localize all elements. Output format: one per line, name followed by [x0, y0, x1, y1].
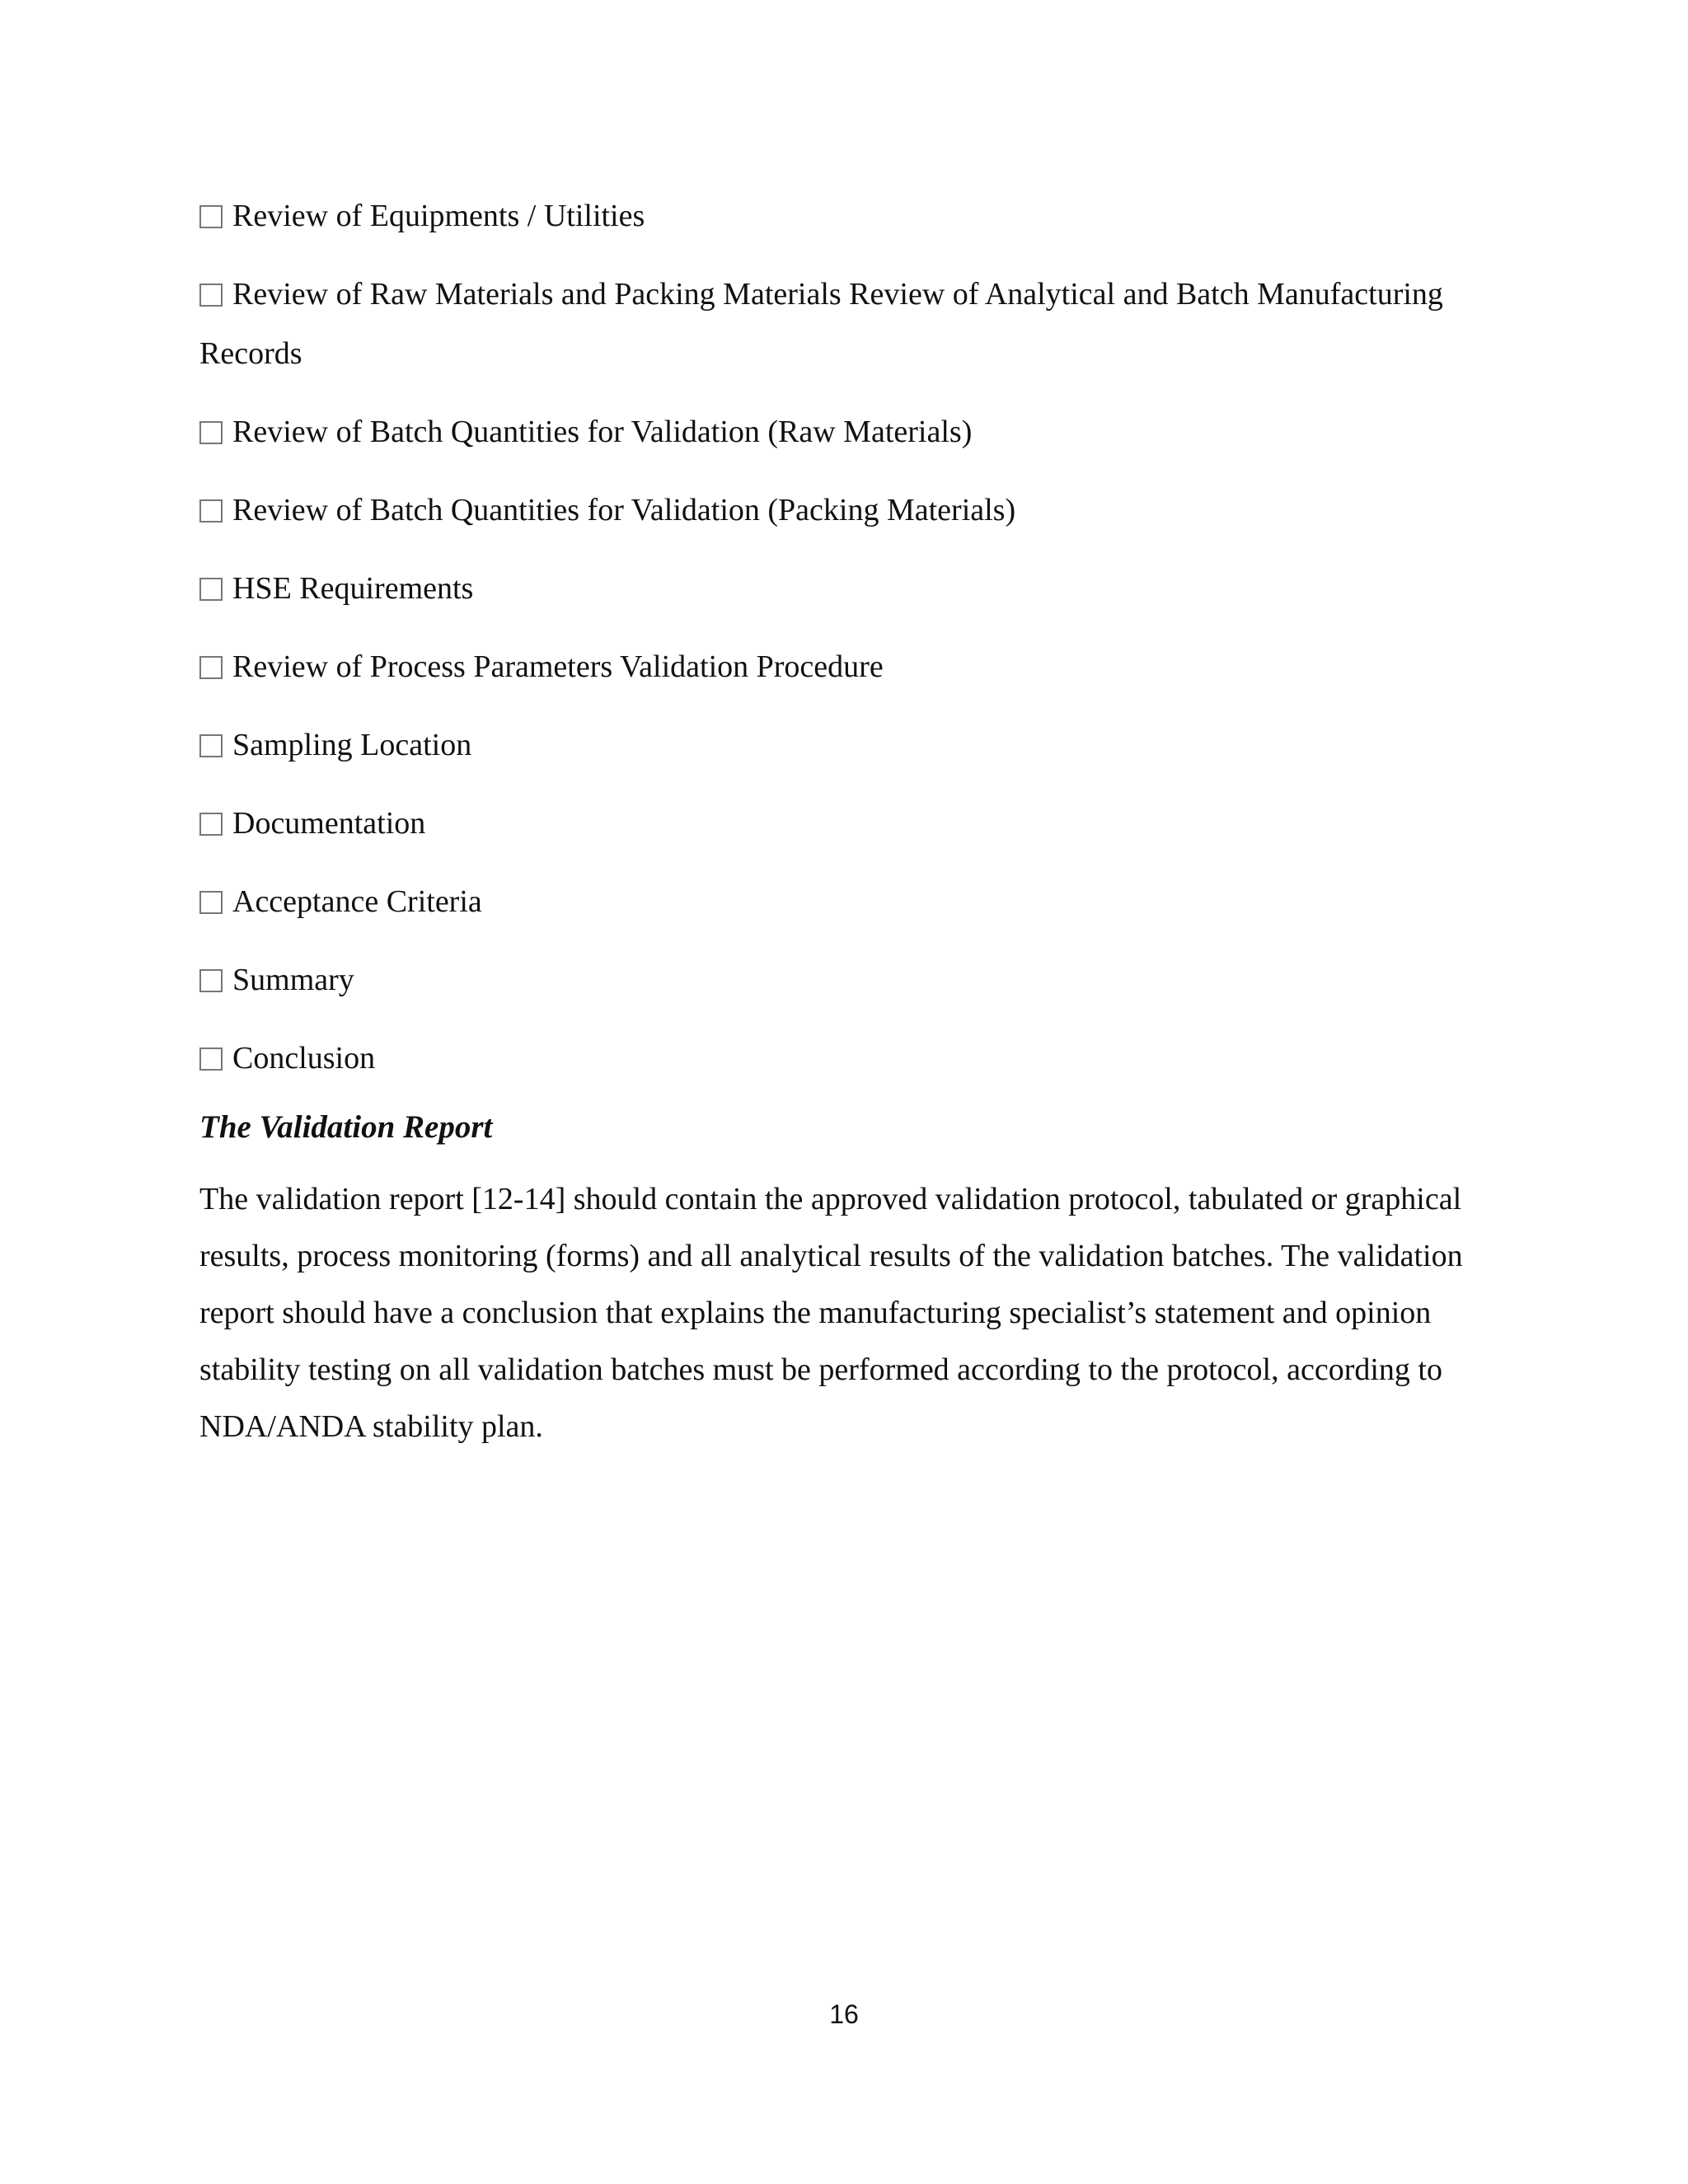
checkbox-placeholder-icon — [199, 813, 223, 836]
checklist — [199, 186, 1485, 1088]
checkbox-placeholder-icon — [199, 734, 223, 757]
list-item-text: Review of Equipments / Utilities — [232, 199, 645, 233]
list-item — [199, 402, 1485, 462]
checkbox-placeholder-icon — [199, 1047, 223, 1071]
list-item-text: Conclusion — [232, 1041, 376, 1076]
checkbox-placeholder-icon — [199, 284, 223, 307]
list-item-text: Sampling Location — [232, 728, 472, 762]
list-item-text: Summary — [232, 963, 354, 997]
checkbox-placeholder-icon — [199, 656, 223, 679]
checkbox-placeholder-icon — [199, 205, 223, 228]
page-number: 16 — [829, 1999, 859, 2029]
list-item-text: Review of Process Parameters Validation Procedure — [232, 649, 884, 684]
checkbox-placeholder-icon — [199, 578, 223, 601]
list-item — [199, 637, 1485, 696]
list-item-text: Review of Batch Quantities for Validation (Packing Materials) — [232, 493, 1016, 527]
list-item — [199, 186, 1485, 246]
section-paragraph: The validation report [12-14] should contain the approved validation protocol, tabulated or graphical results, process monitoring (forms) and all analytical results of the validation batches. The validation report should have a conclusion that explains the manufacturing specialist’s statement and opinion stability testing on all validation batches must be performed according to the protocol, according to NDA/ANDA stability plan. — [199, 1182, 1463, 1444]
checkbox-placeholder-icon — [199, 421, 223, 444]
checkbox-placeholder-icon — [199, 499, 223, 523]
list-item — [199, 794, 1485, 853]
section-heading: The Validation Report — [199, 1109, 493, 1145]
list-item-text: Review of Batch Quantities for Validation (Raw Materials) — [232, 415, 973, 449]
list-item — [199, 265, 1485, 383]
checkbox-placeholder-icon — [199, 891, 223, 914]
list-item-text: Review of Raw Materials and Packing Materials Review of Analytical and Batch Manufacturing Records — [199, 277, 1443, 371]
checkbox-placeholder-icon — [199, 969, 223, 992]
list-item — [199, 480, 1485, 540]
list-item — [199, 559, 1485, 618]
list-item — [199, 715, 1485, 775]
list-item — [199, 1029, 1485, 1088]
list-item — [199, 950, 1485, 1010]
list-item-text: Acceptance Criteria — [232, 884, 482, 919]
list-item — [199, 872, 1485, 931]
list-item-text: Documentation — [232, 806, 426, 841]
page-content — [199, 186, 1485, 1455]
list-item-text: HSE Requirements — [232, 571, 474, 606]
